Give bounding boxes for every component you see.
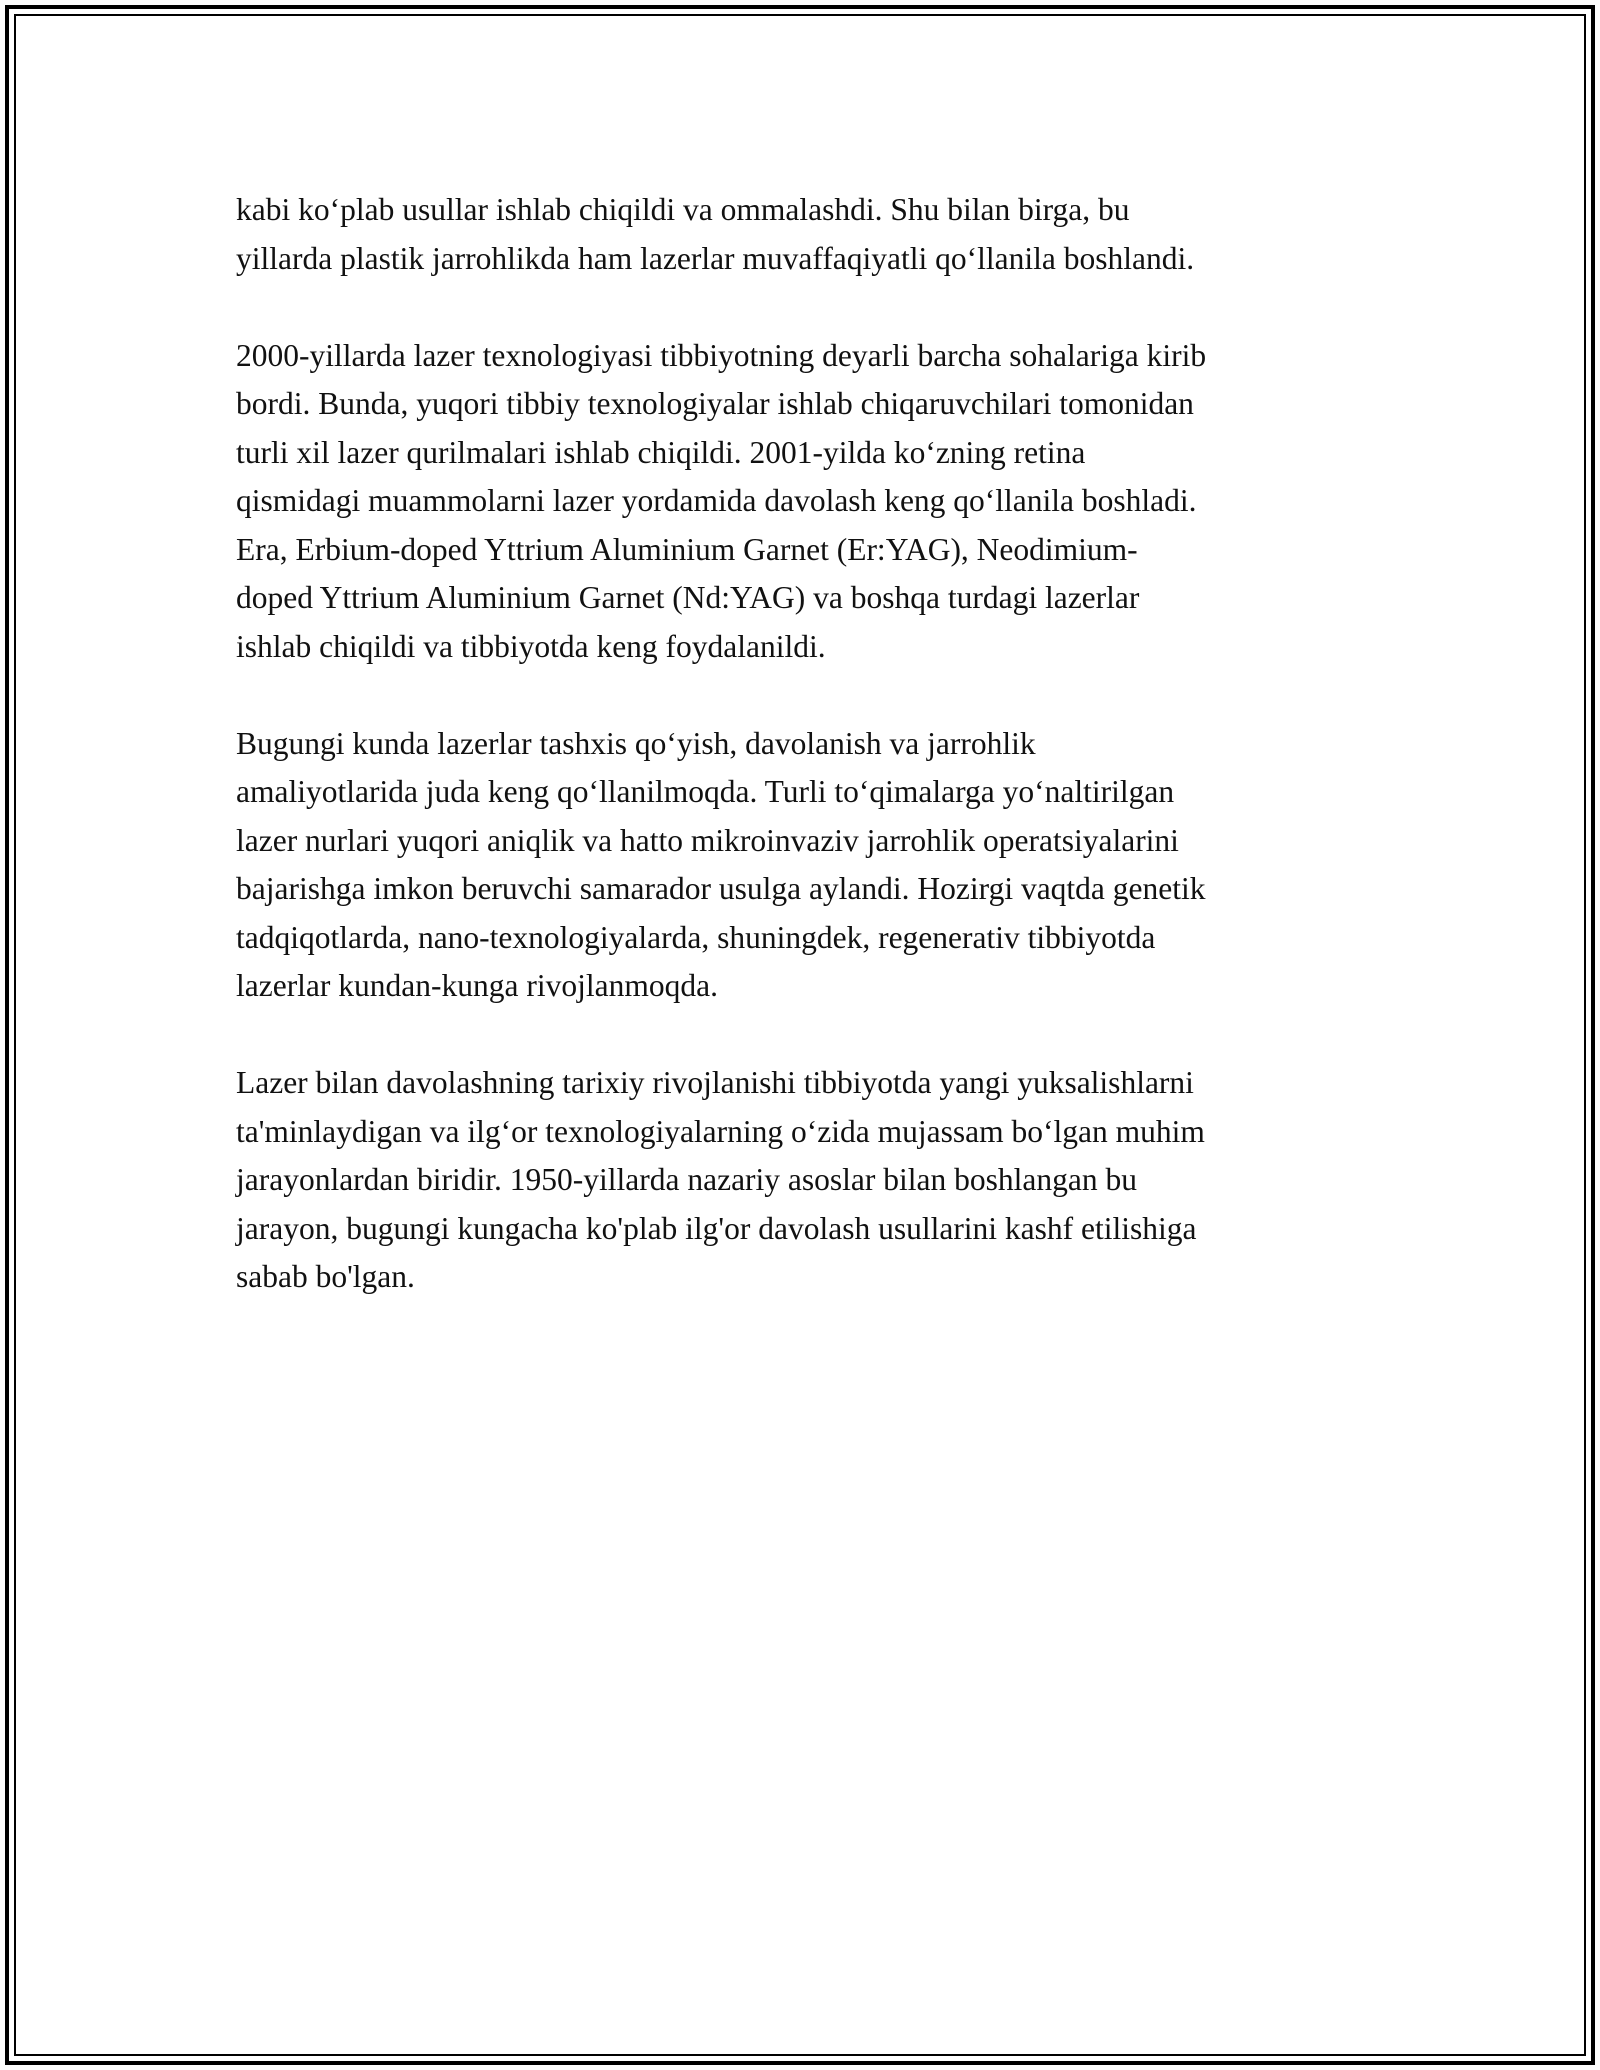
paragraph-4: Lazer bilan davolashning tarixiy rivojlanishi tibbiyotda yangi yuksalishlarni ta'minlaydigan va ilg‘or texnologiyalarning o‘zida mujassam bo‘lgan muhim jarayonlardan biridir. 1950-yillarda nazariy asoslar bilan boshlangan bu jarayon, bugungi kungacha ko'plab ilg'or davolash usullarini kashf etilishiga sabab bo'lgan. xyxy=(236,1065,1205,1294)
paragraph-3: Bugungi kunda lazerlar tashxis qo‘yish, davolanish va jarrohlik amaliyotlarida juda keng qo‘llanilmoqda. Turli to‘qimalarga yo‘naltirilgan lazer nurlari yuqori aniqlik va hatto mikroinvaziv jarrohlik operatsiyalarini bajarishga imkon beruvchi samarador usulga aylandi. Hozirgi vaqtda genetik tadqiqotlarda, nano-texnologiyalarda, shuningdek, regenerativ tibbiyotda lazerlar kundan-kunga rivojlanmoqda. xyxy=(236,725,1206,1003)
paragraph-1: kabi ko‘plab usullar ishlab chiqildi va ommalashdi. Shu bilan birga, bu yillarda plastik jarrohlikda ham lazerlar muvaffaqiyatli qo‘llanila boshlandi. xyxy=(236,192,1195,276)
paragraph-2: 2000-yillarda lazer texnologiyasi tibbiyotning deyarli barcha sohalariga kirib bordi. Bunda, yuqori tibbiy texnologiyalar ishlab chiqaruvchilari tomonidan turli xil lazer qurilmalari ishlab chiqildi. 2001-yilda ko‘zning retina qismidagi muammolarni lazer yordamida davolash keng qo‘llanila boshladi. Era, Erbium-doped Yttrium Aluminium Garnet (Er:YAG), Neodimium- doped Yttrium Aluminium Garnet (Nd:YAG) va boshqa turdagi lazerlar ishlab chiqildi va tibbiyotda keng foydalanildi. xyxy=(236,337,1207,664)
document-body xyxy=(236,186,1376,1350)
